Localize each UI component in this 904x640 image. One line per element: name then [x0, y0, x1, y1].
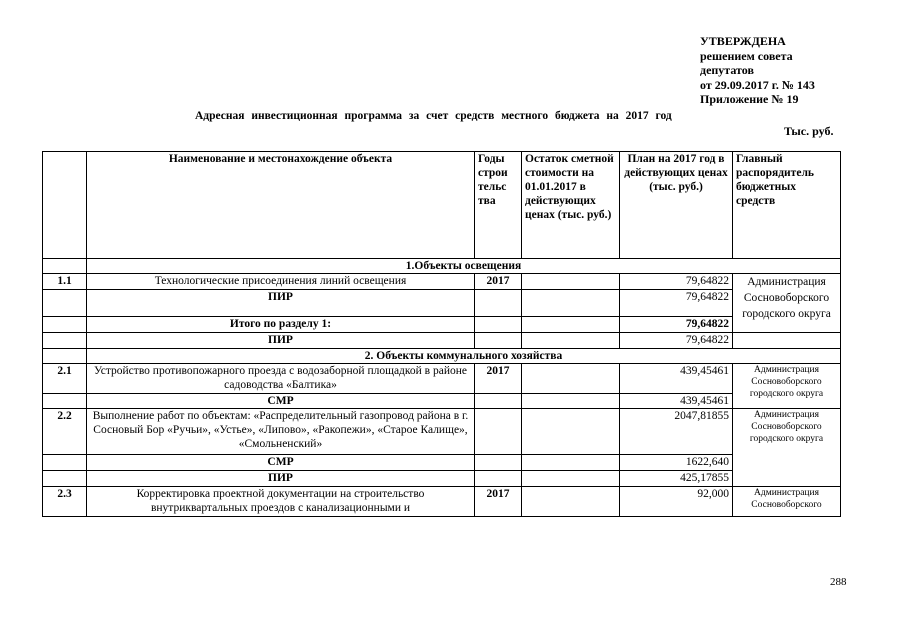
row-num: [43, 290, 87, 317]
header-name: Наименование и местонахождение объекта: [87, 152, 475, 259]
row-remainder: [522, 364, 620, 394]
table-row: [43, 394, 841, 409]
row-name: Устройство противопожарного проезда с водозаборной площадкой в районе садоводства «Балтика»: [87, 364, 475, 394]
row-num: 1.1: [43, 274, 87, 290]
approval-stamp: [700, 34, 815, 107]
row-name: ПИР: [87, 333, 475, 349]
header-manager: Главный распорядитель бюджетных средств: [733, 152, 841, 259]
table-row: [43, 274, 841, 290]
table-header-row: [43, 152, 841, 259]
table-row: [43, 471, 841, 487]
approval-line: от 29.09.2017 г. № 143: [700, 77, 815, 92]
row-plan: 425,17855: [620, 471, 733, 487]
investment-table: [42, 151, 841, 517]
row-plan: 79,64822: [620, 274, 733, 290]
row-num: [43, 333, 87, 349]
section-row: [43, 349, 841, 364]
row-remainder: [522, 290, 620, 317]
table-row: [43, 487, 841, 517]
row-remainder: [522, 333, 620, 349]
row-manager: [733, 333, 841, 349]
row-remainder: [522, 487, 620, 517]
row-plan: 1622,640: [620, 455, 733, 471]
row-num: 2.3: [43, 487, 87, 517]
header-years: Годы строи тельс тва: [475, 152, 522, 259]
table-row: [43, 364, 841, 394]
row-manager: Администрация Сосновоборского городского округа: [733, 409, 841, 487]
header-remainder: Остаток сметной стоимости на 01.01.2017 в действующих ценах (тыс. руб.): [522, 152, 620, 259]
row-remainder: [522, 471, 620, 487]
row-num: 2.2: [43, 409, 87, 455]
table-row: [43, 409, 841, 455]
program-title: Адресная инвестиционная программа за счет средств местного бюджета на 2017 год: [195, 110, 672, 122]
row-years: [475, 317, 522, 333]
row-remainder: [522, 394, 620, 409]
row-years: [475, 333, 522, 349]
row-remainder: [522, 274, 620, 290]
row-years: [475, 409, 522, 455]
row-plan: 439,45461: [620, 394, 733, 409]
row-remainder: [522, 409, 620, 455]
row-name: СМР: [87, 394, 475, 409]
table-row: [43, 455, 841, 471]
row-manager: Администрация Сосновоборского городского округа: [733, 364, 841, 409]
section-title: 2. Объекты коммунального хозяйства: [87, 349, 841, 364]
unit-label: Тыс. руб.: [784, 124, 834, 138]
approval-line: Приложение № 19: [700, 92, 799, 106]
row-plan: 439,45461: [620, 364, 733, 394]
approval-line: УТВЕРЖДЕНА: [700, 34, 786, 48]
row-num: 2.1: [43, 364, 87, 394]
row-name: Итого по разделу 1:: [87, 317, 475, 333]
row-plan: 2047,81855: [620, 409, 733, 455]
row-num: [43, 471, 87, 487]
table-row: [43, 317, 841, 333]
row-plan: 92,000: [620, 487, 733, 517]
section-spacer: [43, 259, 87, 274]
row-manager: Администрация Сосновоборского городского округа: [733, 274, 841, 333]
row-plan: 79,64822: [620, 290, 733, 317]
row-years: [475, 455, 522, 471]
row-years: [475, 290, 522, 317]
section-spacer: [43, 349, 87, 364]
row-num: [43, 455, 87, 471]
table-row: [43, 290, 841, 317]
approval-line: депутатов: [700, 63, 754, 77]
row-name: Выполнение работ по объектам: «Распределительный газопровод района в г. Сосновый Бор «Ручьи», «Устье», «Липово», «Ракопежи», «Старое Калище», «Смольненский»: [87, 409, 475, 455]
row-name: Корректировка проектной документации на строительство внутриквартальных проездов с канализационными и: [87, 487, 475, 517]
table-row: [43, 333, 841, 349]
row-name: Технологические присоединения линий освещения: [87, 274, 475, 290]
row-num: [43, 394, 87, 409]
page-number: 288: [830, 576, 847, 588]
row-plan: 79,64822: [620, 317, 733, 333]
row-years: [475, 471, 522, 487]
row-years: 2017: [475, 364, 522, 394]
row-remainder: [522, 455, 620, 471]
row-num: [43, 317, 87, 333]
header-num: [43, 152, 87, 259]
row-remainder: [522, 317, 620, 333]
header-plan: План на 2017 год в действующих ценах (тыс. руб.): [620, 152, 733, 259]
row-years: [475, 394, 522, 409]
row-name: ПИР: [87, 471, 475, 487]
section-title: 1.Объекты освещения: [87, 259, 841, 274]
approval-line: решением совета: [700, 48, 793, 63]
section-row: [43, 259, 841, 274]
row-years: 2017: [475, 274, 522, 290]
row-name: ПИР: [87, 290, 475, 317]
row-years: 2017: [475, 487, 522, 517]
row-manager: Администрация Сосновоборского: [733, 487, 841, 517]
row-plan: 79,64822: [620, 333, 733, 349]
row-name: СМР: [87, 455, 475, 471]
